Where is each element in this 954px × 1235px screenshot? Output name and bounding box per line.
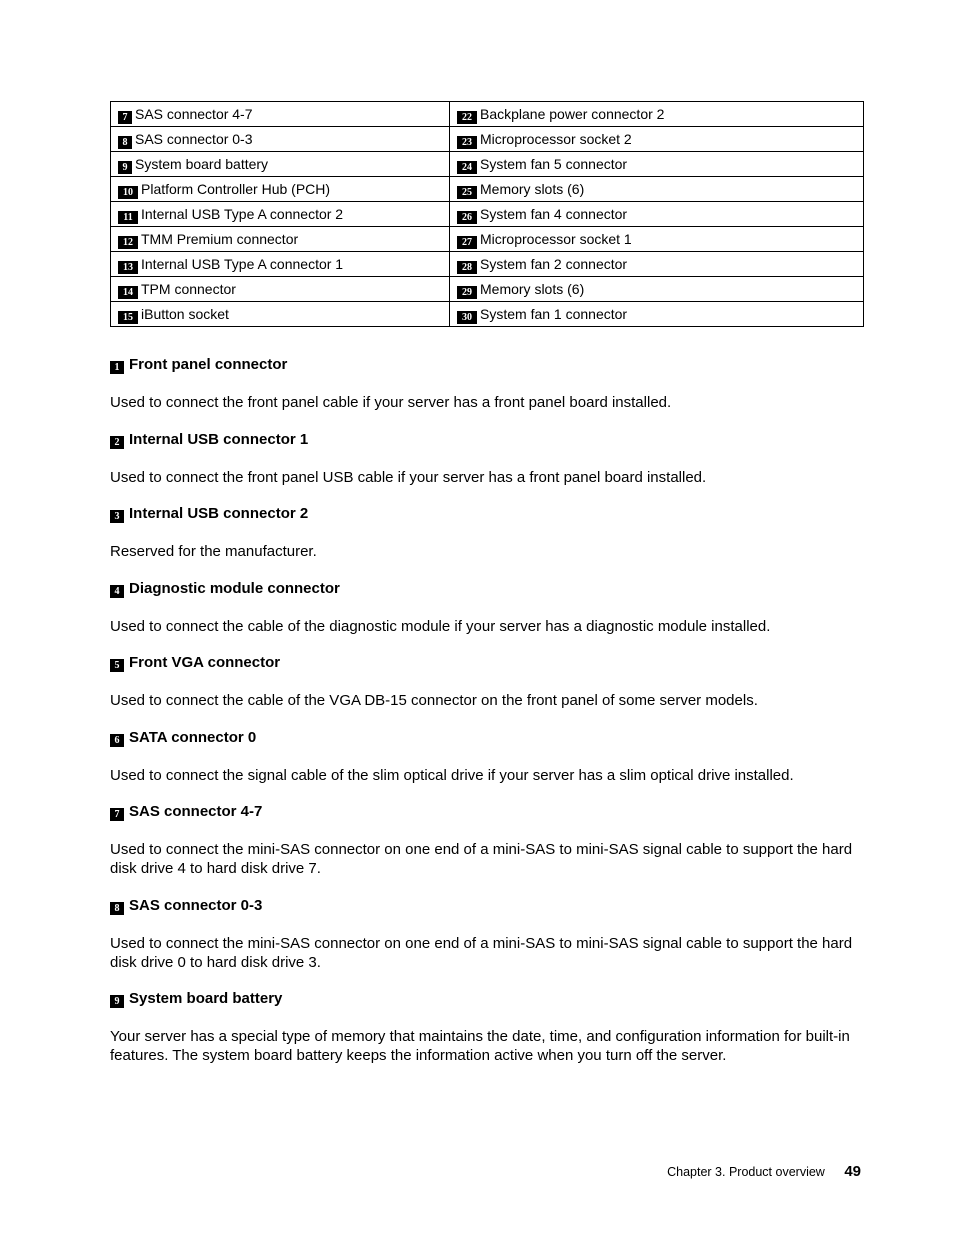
callout-number: 8	[118, 136, 132, 149]
callout-number: 9	[110, 995, 124, 1008]
page-footer	[667, 1163, 861, 1180]
table-cell	[450, 227, 864, 252]
component-label: Internal USB Type A connector 1	[141, 256, 344, 272]
section	[110, 431, 870, 487]
callout-number: 11	[118, 211, 138, 224]
callout-number: 8	[110, 902, 124, 915]
callout-number: 25	[457, 186, 477, 199]
callout-number: 22	[457, 111, 477, 124]
page-number: 49	[844, 1163, 861, 1180]
section-heading	[110, 431, 870, 449]
table-cell	[111, 227, 450, 252]
component-label: TMM Premium connector	[141, 231, 299, 247]
section-title: Diagnostic module connector	[129, 580, 340, 597]
section-title: SAS connector 0-3	[129, 897, 263, 914]
table-cell	[111, 152, 450, 177]
section	[110, 803, 870, 878]
component-label: System fan 2 connector	[480, 256, 628, 272]
component-label: Platform Controller Hub (PCH)	[141, 181, 331, 197]
table-row	[111, 127, 864, 152]
section-heading	[110, 729, 870, 747]
component-label: Memory slots (6)	[480, 281, 585, 297]
table-cell	[450, 127, 864, 152]
table-row	[111, 252, 864, 277]
section-heading	[110, 356, 870, 374]
section-title: Front VGA connector	[129, 654, 281, 671]
table-cell	[450, 152, 864, 177]
table-row	[111, 152, 864, 177]
section-title: Internal USB connector 2	[129, 505, 309, 522]
callout-number: 24	[457, 161, 477, 174]
callout-number: 13	[118, 261, 138, 274]
callout-number: 3	[110, 510, 124, 523]
section	[110, 654, 870, 710]
section-title: SAS connector 4-7	[129, 803, 263, 820]
callout-number: 5	[110, 659, 124, 672]
component-table	[110, 101, 864, 327]
callout-number: 27	[457, 236, 477, 249]
callout-number: 1	[110, 361, 124, 374]
table-cell	[450, 102, 864, 127]
section-body: Used to connect the mini-SAS connector on one end of a mini-SAS to mini-SAS signal cable to support the hard disk drive 4 to hard disk drive 7.	[110, 841, 853, 877]
table-row	[111, 102, 864, 127]
section-body: Used to connect the signal cable of the slim optical drive if your server has a slim optical drive installed.	[110, 767, 794, 784]
section-title: System board battery	[129, 990, 283, 1007]
table-cell	[111, 102, 450, 127]
callout-number: 9	[118, 161, 132, 174]
table-row	[111, 177, 864, 202]
footer-chapter: Chapter 3. Product overview	[667, 1165, 825, 1179]
callout-number: 15	[118, 311, 138, 324]
callout-number: 30	[457, 311, 477, 324]
table-cell	[111, 127, 450, 152]
section-body: Used to connect the mini-SAS connector on one end of a mini-SAS to mini-SAS signal cable to support the hard disk drive 0 to hard disk drive 3.	[110, 935, 853, 971]
component-label: Internal USB Type A connector 2	[141, 206, 344, 222]
section-title: Front panel connector	[129, 356, 288, 373]
callout-number: 7	[110, 808, 124, 821]
section-heading	[110, 505, 870, 523]
section-heading	[110, 897, 870, 915]
section-body: Used to connect the cable of the VGA DB-15 connector on the front panel of some server models.	[110, 692, 758, 709]
section-heading	[110, 580, 870, 598]
section	[110, 505, 870, 561]
callout-number: 28	[457, 261, 477, 274]
section-heading	[110, 990, 870, 1008]
component-label: iButton socket	[141, 306, 229, 322]
section-heading	[110, 654, 870, 672]
callout-number: 4	[110, 585, 124, 598]
section	[110, 580, 870, 636]
table-row	[111, 202, 864, 227]
callout-number: 7	[118, 111, 132, 124]
callout-number: 12	[118, 236, 138, 249]
section	[110, 729, 870, 785]
table-cell	[450, 202, 864, 227]
component-label: TPM connector	[141, 281, 236, 297]
callout-number: 26	[457, 211, 477, 224]
component-table-body	[111, 102, 864, 327]
section	[110, 990, 870, 1065]
component-label: System fan 4 connector	[480, 206, 628, 222]
component-label: Microprocessor socket 1	[480, 231, 632, 247]
section-body: Used to connect the front panel cable if your server has a front panel board installed.	[110, 394, 672, 411]
callout-number: 14	[118, 286, 138, 299]
table-cell	[111, 302, 450, 327]
section-body: Your server has a special type of memory that maintains the date, time, and configuration information for built-in features. The system board battery keeps the information active when you turn off the server.	[110, 1028, 850, 1064]
component-label: Microprocessor socket 2	[480, 131, 632, 147]
section-title: Internal USB connector 1	[129, 431, 309, 448]
table-row	[111, 277, 864, 302]
section-title: SATA connector 0	[129, 729, 257, 746]
table-cell	[111, 252, 450, 277]
table-cell	[450, 277, 864, 302]
callout-number: 2	[110, 436, 124, 449]
table-row	[111, 302, 864, 327]
section-body: Used to connect the front panel USB cable if your server has a front panel board installed.	[110, 469, 707, 486]
section	[110, 897, 870, 972]
table-cell	[111, 177, 450, 202]
callout-number: 10	[118, 186, 138, 199]
component-label: Backplane power connector 2	[480, 106, 665, 122]
component-label: Memory slots (6)	[480, 181, 585, 197]
callout-number: 29	[457, 286, 477, 299]
callout-number: 23	[457, 136, 477, 149]
section	[110, 356, 870, 412]
component-label: System fan 1 connector	[480, 306, 628, 322]
table-row	[111, 227, 864, 252]
table-cell	[450, 252, 864, 277]
table-cell	[450, 177, 864, 202]
table-cell	[450, 302, 864, 327]
callout-number: 6	[110, 734, 124, 747]
section-heading	[110, 803, 870, 821]
component-label: System board battery	[135, 156, 269, 172]
section-body: Reserved for the manufacturer.	[110, 543, 317, 560]
table-cell	[111, 202, 450, 227]
table-cell	[111, 277, 450, 302]
component-label: SAS connector 4-7	[135, 106, 253, 122]
component-label: System fan 5 connector	[480, 156, 628, 172]
section-body: Used to connect the cable of the diagnostic module if your server has a diagnostic module installed.	[110, 618, 771, 635]
component-label: SAS connector 0-3	[135, 131, 253, 147]
